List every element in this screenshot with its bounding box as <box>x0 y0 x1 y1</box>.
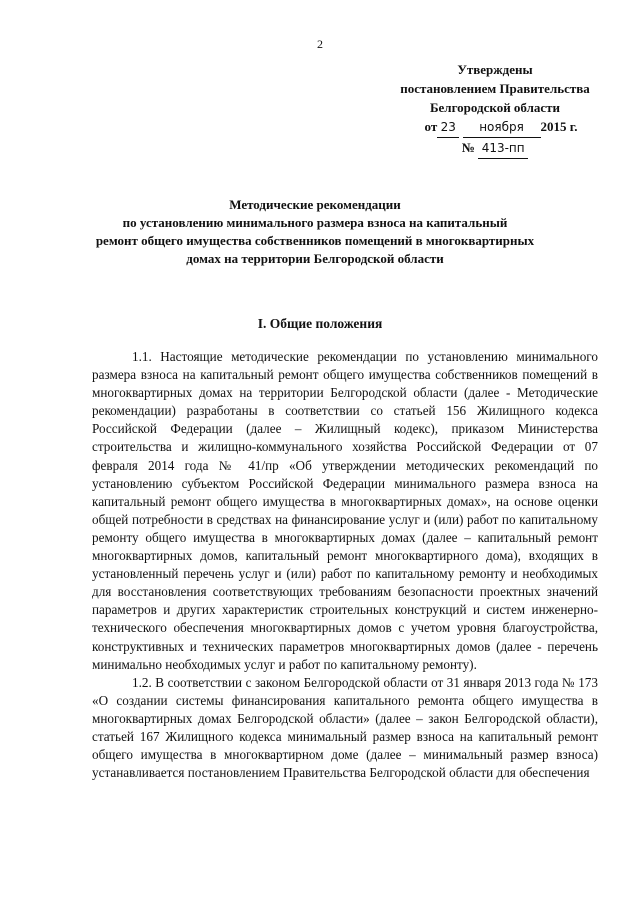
paragraph-1-1: 1.1. Настоящие методические рекомендации по установлению минимального размера взноса на капитальный ремонт общего имущества собственников помещений в многоквартирных домах на территории Белгородской области (далее - Методические рекомендации) разработаны в соответствии со статьей 156 Жилищного кодекса Российской Федерации (далее – Жилищный кодекс), приказом Министерства строительства и жилищно-коммунального хозяйства Российской Федерации от 07 февраля 2014 года № 41/пр «Об утверждении методических рекомендаций по установлению субъектом Российской Федерации минимального размера взноса на капитальный ремонт общего имущества в многоквартирных домах», на основе оценки общей потребности в средствах на финансирование услуг и (или) работ по капитальному ремонту общего имущества в многоквартирных домах (далее – капитальный ремонт многоквартирных домов, капитальный ремонт многоквартирного дома), входящих в установленный перечень услуг и (или) работ по капитальному ремонту и необходимых для восстановления соответствующих требованиям безопасности проектных значений параметров и других характеристик строительных конструкций и систем инженерно-технического обеспечения многоквартирных домов с учетом уровня благоустройства, конструктивных и технических параметров многоквартирных домов (далее - перечень минимально необходимых услуг и работ по капитальному ремонту). <box>92 349 598 672</box>
page-number: 2 <box>317 37 323 51</box>
date-month: ноября <box>463 118 541 138</box>
approval-line-1: Утверждены <box>457 62 533 77</box>
date-prefix: от <box>424 119 438 134</box>
paragraph-1-2: 1.2. В соответствии с законом Белгородской области от 31 января 2013 года № 173 «О создании системы финансирования капитального ремонта общего имущества в многоквартирных домах Белгородской области» (далее – закон Белгородской области), статьей 167 Жилищного кодекса минимальный размер взноса на капитальный ремонт общего имущества в многоквартирном доме (далее – минимальный размер взноса) устанавливается постановлением Правительства Белгородской области для обеспечения <box>92 674 598 781</box>
document-title <box>90 196 540 268</box>
approval-block <box>370 60 620 159</box>
approval-line-3: Белгородской области <box>429 100 561 115</box>
title-line-4: домах на территории Белгородской области <box>186 251 444 266</box>
date-year: 2015 г. <box>540 119 578 134</box>
approval-number-line <box>370 138 620 159</box>
title-line-2: по установлению минимального размера взноса на капитальный <box>122 215 508 230</box>
number-prefix: № <box>461 140 475 155</box>
number-value: 413-пп <box>478 139 528 159</box>
title-line-3: ремонт общего имущества собственников помещений в многоквартирных <box>95 233 535 248</box>
section-heading: I. Общие положения <box>257 316 383 331</box>
date-day: 23 <box>437 118 459 138</box>
title-line-1: Методические рекомендации <box>229 197 401 212</box>
approval-line-2: постановлением Правительства <box>400 81 590 96</box>
body-text <box>92 348 598 782</box>
approval-date-line <box>370 117 620 138</box>
